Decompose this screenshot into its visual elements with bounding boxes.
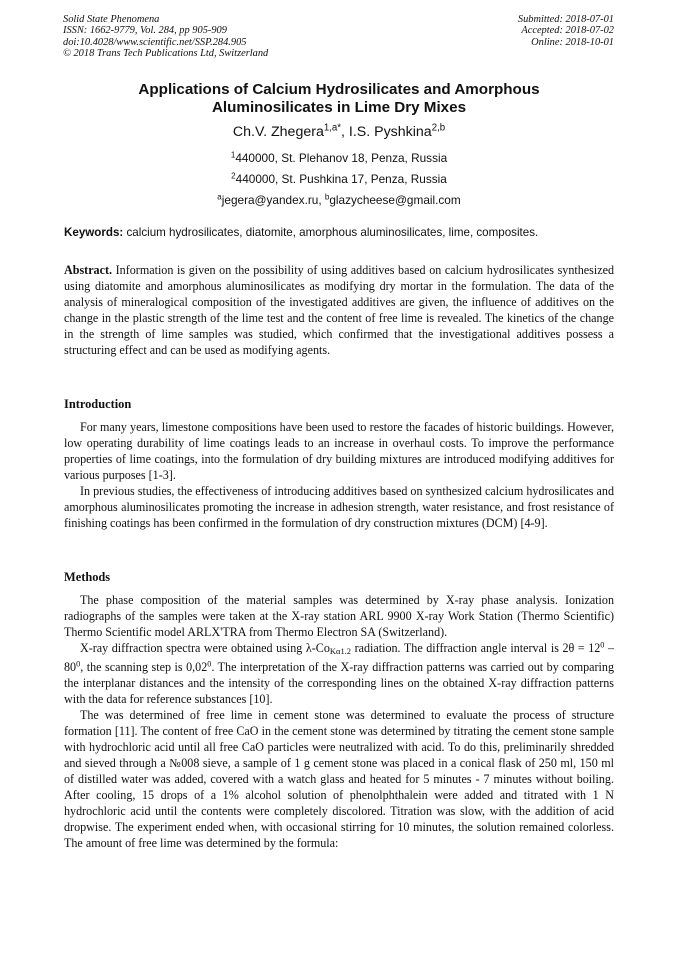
methods-p2-text-e: . The interpretation of the X-ray diffraction patterns was carried out by comparing the interplanar distances and the intensity of the corresponding lines on the obtained X-ray diffraction patterns with the data for reference substances [10]. <box>64 660 614 707</box>
affiliation-1 <box>60 151 618 165</box>
author-list <box>60 123 618 141</box>
methods-heading: Methods <box>64 570 111 584</box>
affiliation-1-text: 440000, St. Plehanov 18, Penza, Russia <box>235 151 448 165</box>
introduction-paragraph-2: In previous studies, the effectiveness of introducing additives based on synthesized calcium hydrosilicates and amorphous aluminosilicates promoting the increase in adhesion strength, water resistance, and frost resistance of finishing coatings has been confirmed in the formulation of dry construction mixtures (DCM) [4-9]. <box>64 484 614 530</box>
degree-sup-2: 0 <box>76 659 81 669</box>
methods-paragraph-1: The phase composition of the material samples was determined by X-ray phase analysis. Ionization radiographs of the samples were taken at the X-ray station ARL 9900 X-ray Work Station (Thermo Scientific) Thermo Scientific model ARLX'TRA from Thermo Electron SA (Switzerland). <box>64 593 614 639</box>
accepted-date: Accepted: 2018-07-02 <box>521 25 614 37</box>
introduction-body <box>64 419 614 531</box>
affiliation-2-text: 440000, St. Pushkina 17, Penza, Russia <box>235 172 447 186</box>
email-a-marker: a <box>217 192 222 202</box>
journal-info <box>63 14 268 59</box>
introduction-heading: Introduction <box>64 397 132 411</box>
journal-issn: ISSN: 1662-9779, Vol. 284, pp 905-909 <box>63 25 227 37</box>
keywords <box>64 226 616 240</box>
radiation-subscript: Kα1.2 <box>329 646 352 657</box>
methods-p2-text-c: – 80 <box>64 641 614 675</box>
abstract-text: Information is given on the possibility of using additives based on calcium hydrosilicates synthesized using diatomite and amorphous aluminosilicates as modifying dry mortar in the formulation. The data of the analysis of mineralogical composition of the investigated additives are given, the influence of additives on the change in the plastic strength of the lime test and the content of free lime is revealed. The kinetics of the change in the strength of lime samples was studied, which confirmed that the investigational additives possess a structuring effect and can be used as modifying agents. <box>64 263 614 357</box>
email-a: jegera@yandex.ru, <box>221 193 325 207</box>
degree-sup-1: 0 <box>600 640 605 650</box>
author-1-marker: 1,a* <box>323 122 341 134</box>
methods-body <box>64 592 614 851</box>
submission-dates <box>518 14 614 48</box>
degree-sup-3: 0 <box>207 659 212 669</box>
introduction-paragraph-1: For many years, limestone compositions have been used to restore the facades of historic buildings. However, low operating durability of lime coatings leads to an increase in overhaul costs. To improve the performance properties of lime coatings, into the formulation of dry building mixtures are introduced modifying additives for various purposes [1-3]. <box>64 420 614 482</box>
affiliation-1-marker: 1 <box>230 150 236 160</box>
abstract <box>64 262 614 358</box>
author-separator: , <box>341 124 349 140</box>
author-2-name: I.S. Pyshkina <box>348 124 432 140</box>
journal-copyright: © 2018 Trans Tech Publications Ltd, Switzerland <box>63 47 269 59</box>
title-line-1: Applications of Calcium Hydrosilicates and Amorphous <box>138 81 540 98</box>
email-b-marker: b <box>324 192 330 202</box>
methods-paragraph-2 <box>64 640 614 707</box>
author-2-marker: 2,b <box>431 122 446 134</box>
methods-paragraph-3: The was determined of free lime in cement stone was determined to evaluate the process of structure formation [11]. The content of free CaO in the cement stone was determined by titrating the cement stone sample with hydrochloric acid until all free CaO particles were neutralized with acid. To do this, preliminarily shredded and sieved through a №008 sieve, a sample of 1 g cement stone was placed in a conical flask of 250 ml, 150 ml of distilled water was added, covered with a watch glass and heated for 5 minutes - 7 minutes without boiling. After cooling, 15 drops of a 1% alcohol solution of phenolphthalein were added and titrated with 1 N hydrochloric acid until the contents were completely discolored. Titration was slow, with the addition of acid dropwise. The experiment ended when, with occasional stirring for 10 minutes, the solution remained colorless. The amount of free lime was determined by the formula: <box>64 708 614 851</box>
author-1-name: Ch.V. Zhegera <box>232 124 324 140</box>
methods-p2-text-d: , the scanning step is 0,02 <box>80 660 208 675</box>
affiliation-2-marker: 2 <box>231 171 236 181</box>
email-line <box>60 193 618 207</box>
affiliation-2 <box>60 172 618 186</box>
abstract-label: Abstract. <box>64 263 113 277</box>
title-line-2: Aluminosilicates in Lime Dry Mixes <box>211 98 467 116</box>
email-b: glazycheese@gmail.com <box>329 193 461 207</box>
keywords-label: Keywords: <box>64 226 124 239</box>
paper-title <box>60 81 618 116</box>
methods-p2-text-a: X-ray diffraction spectra were obtained using λ-Co <box>80 641 330 655</box>
keywords-text: calcium hydrosilicates, diatomite, amorphous aluminosilicates, lime, composites. <box>123 226 539 239</box>
online-date: Online: 2018-10-01 <box>531 36 614 48</box>
methods-p2-text-b: radiation. The diffraction angle interval is 2θ = 12 <box>351 641 601 655</box>
journal-name: Solid State Phenomena <box>63 14 160 25</box>
journal-doi: doi:10.4028/www.scientific.net/SSP.284.905 <box>63 36 247 48</box>
submitted-date: Submitted: 2018-07-01 <box>517 14 614 25</box>
